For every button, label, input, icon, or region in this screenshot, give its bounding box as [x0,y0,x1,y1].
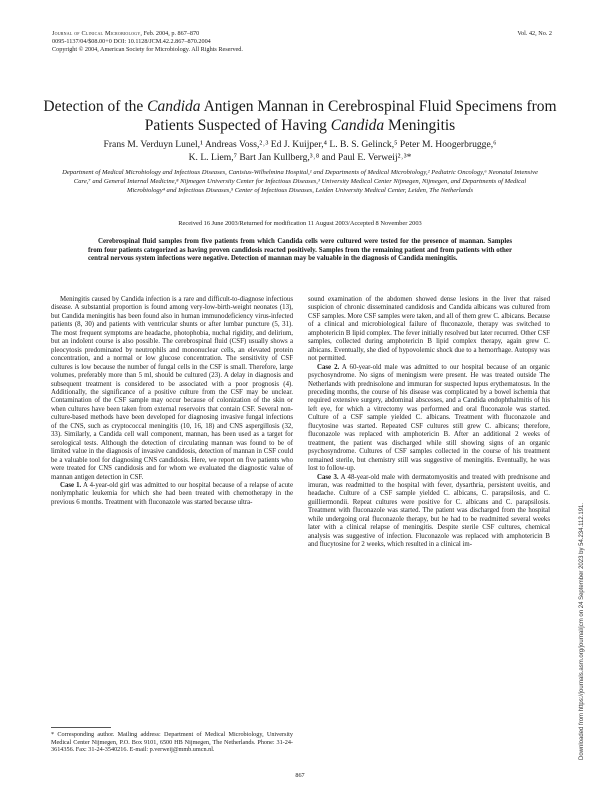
issn-doi: 0095-1137/04/$08.00+0 DOI: 10.1128/JCM.42.2.867–870.2004 [52,38,211,45]
case-2-paragraph [308,364,550,474]
body-column-left [51,296,293,507]
affiliations: Department of Medical Microbiology and Infectious Diseases, Canisius-Wilhelmina Hospital,¹ and Departments of Medical Microbiology,² Pediatric Oncology,⁶ Neonatal Intensive Care,⁷ and General Internal Medicine,⁸ Nijmegen University Center for Infectious Diseases,³ University Medical Center Nijmegen, Nijmegen, and Departments of Medical Microbiology⁴ and Infectious Diseases,⁵ Center of Infectious Diseases, Leiden University Medical Center, Leiden, The Netherlands [62,169,538,194]
case-2-label: Case 2. [317,363,340,371]
title-text-3: Meningitis [384,117,456,134]
author-line-2: K. L. Liem,⁷ Bart Jan Kullberg,³˒⁸ and Paul E. Verweij²˒³* [188,152,412,163]
corresponding-author-footnote: * Corresponding author. Mailing address: Department of Medical Microbiology, University Medical Center Nijmegen, P.O. Box 9101, 6500 HB Nijmegen, The Netherlands. Phone: 31-24-3614356. Fax: 31-24-3540216. E-mail: p.verweij@mmb.umcn.nl. [51,731,293,754]
case-2-text: A 60-year-old male was admitted to our hospital because of an organic psychosyndrome. No signs of meningism were present. He was treated outside The Netherlands with prednisolone and immuran for suspected lupus erythematosus. In the preceding months, the course of his disease was complicated by a bowel ischemia that required extensive surgery, abdominal abscesses, and a Candida endophthalmitis of his left eye, for which a vitrectomy was performed and oral fluconazole was started. Culture of a CSF sample yielded C. albicans. Treatment with fluconazole and flucytosine was started. Repeated CSF cultures still grew C. albicans; therefore, fluconazole was replaced with amphotericin B. After an additional 2 weeks of treatment, the patient was discharged while still showing signs of an organic psychosyndrome. Cultures of CSF samples collected in the course of his treatment remained sterile, but chemistry still was suggestive of meningitis. Eventually, he was lost to follow-up. [308,363,550,473]
case-3-text: A 48-year-old male with dermatomyositis and treated with prednisone and imuran, was readmitted to the hospital with fever, dysarthria, persistent uveitis, and headache. Culture of a CSF sample yielded C. albicans, C. parapsilosis, and C. guilliermondii. Repeat cultures were positive for C. albicans and C. parapsilosis. Treatment with fluconazole was started. The patient was discharged from the hospital while undergoing oral fluconazole therapy, but he had to be readmitted several weeks later with a clinical relapse of meningitis. Despite sterile CSF cultures, chemical analysis was suggestive of infection. Fluconazole was replaced with amphotericin B and flucytosine for 2 weeks, which resulted in a clinical im- [308,473,550,549]
title-text-1: Detection of the [43,98,148,115]
journal-header [52,30,552,54]
case-1-paragraph [51,482,293,507]
copyright-notice: Copyright © 2004, American Society for Microbiology. All Rights Reserved. [52,46,243,53]
received-dates: Received 16 June 2003/Returned for modification 11 August 2003/Accepted 8 November 2003 [178,220,422,227]
author-line-1: Frans M. Verduyn Lunel,¹ Andreas Voss,²˒³ Ed J. Kuijper,⁴ L. B. S. Gelinck,⁵ Peter M. Hoogerbrugge,⁶ [103,139,497,150]
case-1-continued: sound examination of the abdomen showed dense lesions in the liver that raised suspicion of chronic disseminated candidosis and Candida albicans was cultured from CSF samples. More CSF samples were taken, and all of them grew C. albicans. Because of a clinical and microbiological failure of fluconazole, therapy was switched to amphotericin B lipid complex. The fever initially resolved but later recurred. Other CSF samples, collected during amphotericin B lipid complex therapy, again grew C. albicans. Eventually, she died of hypovolemic shock due to a hemorrhage. Autopsy was not permitted. [308,296,550,363]
journal-citation [52,30,552,38]
intro-paragraph: Meningitis caused by Candida infection is a rare and difficult-to-diagnose infectious disease. A substantial proportion is found among very-low-birth-weight neonates (13), but Candida meningitis has been found also in human immunodeficiency virus-infected patients (8, 30) and patients with ventricular shunts or after lumbar puncture (5, 31). The most frequent symptoms are headache, photophobia, nuchal rigidity, and delirium, but an indolent course is also possible. The cerebrospinal fluid (CSF) usually shows a pleocytosis predominated by neutrophils and mononuclear cells, an elevated protein concentration, and a normal or low glucose concentration. The sensitivity of CSF cultures is low because the number of fungal cells in the CSF is small. Therefore, large volumes, preferably more than 5 ml, should be cultured (23). A delay in diagnosis and subsequent treatment is considered to be associated with a poor prognosis (4). Additionally, the significance of a positive culture from the CSF may be unclear. Contamination of the CSF sample may occur because of colonization of the skin or when cultures have been taken from external reservoirs that contain CSF. Several non-culture-based methods have been developed for diagnosing invasive fungal infections of the CNS, such as cryptococcal meningitis (10, 16, 18) and CNS aspergillosis (32, 33). Similarly, a Candida cell wall component, mannan, has been used as a target for serological tests. Although the detection of circulating mannan was found to be of limited value in the diagnosis of invasive candidosis, detection of mannan in CSF could be a valuable tool for diagnosing CNS candidosis. Here, we report on five patients who were treated for CNS candidosis and for whom we evaluated the diagnostic value of mannan antigen detection in CSF. [51,296,293,481]
page-number: 867 [295,772,305,779]
abstract: Cerebrospinal fluid samples from five patients from which Candida cells were cultured were tested for the presence of mannan. Samples from four patients categorized as having proven candidosis reacted positively. Samples from the remaining patient and from patients with other central nervous system infections were negative. Detection of mannan may be valuable in the diagnosis of Candida meningitis. [88,238,512,263]
author-list [40,138,560,164]
case-1-label: Case 1. [60,481,82,489]
article-title [40,97,560,135]
download-watermark: Downloaded from https://journals.asm.org/journal/jcm on 24 September 2023 by 54.234.112.191. [579,502,585,760]
footnote-divider [51,727,111,728]
title-text-2: Antigen Mannan in Cerebrospinal Fluid Specimens from Patients Suspected of Having [144,98,557,134]
case-1-text: A 4-year-old girl was admitted to our hospital because of a relapse of acute nonlymphatic leukemia for which she had been treated with chemotherapy in the previous 6 months. Treatment with fluconazole was started because ultra- [51,481,293,506]
body-column-right [308,296,550,550]
citation-details: , Feb. 2004, p. 867–870 [140,30,200,37]
journal-name[interactable]: Journal of Clinical Microbiology [52,30,141,37]
case-3-label: Case 3. [317,473,339,481]
title-candida-1: Candida [147,98,201,115]
case-3-paragraph [308,474,550,550]
volume-issue: Vol. 42, No. 2 [517,30,552,37]
title-candida-2: Candida [330,117,385,134]
